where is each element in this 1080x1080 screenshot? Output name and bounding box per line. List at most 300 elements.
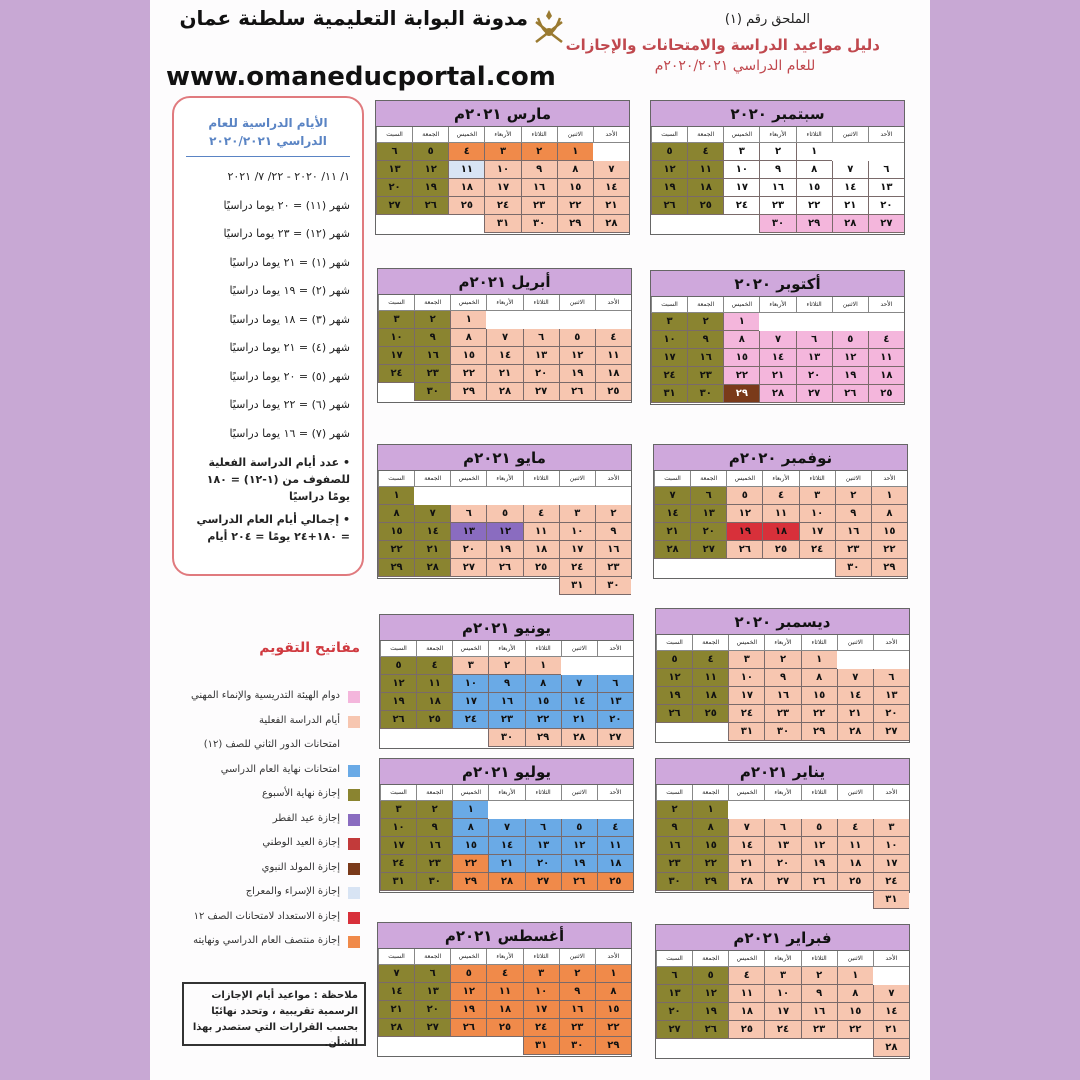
day-cell: ١٣ (868, 179, 904, 197)
weekday-header: الجمعة (414, 471, 450, 487)
day-cell: ٢٨ (488, 873, 524, 891)
legend-swatch (348, 936, 360, 948)
day-cell: ٨ (692, 819, 728, 837)
weekday-header: الجمعة (414, 295, 450, 311)
weekday-header: الاثنين (837, 785, 873, 801)
day-cell: ١٨ (837, 855, 873, 873)
day-cell: ٣٠ (764, 723, 800, 741)
day-cell: ٢١ (759, 367, 795, 385)
day-cell: ٤ (595, 329, 631, 347)
day-cell: ١٨ (692, 687, 728, 705)
weekday-header: الأحد (873, 785, 909, 801)
month-calendar (655, 758, 910, 905)
day-cell: ١٤ (873, 1003, 909, 1021)
day-cell: ١١ (868, 349, 904, 367)
day-cell: ٤ (486, 965, 522, 983)
day-cell: ١٧ (723, 179, 759, 197)
month-calendar (379, 758, 634, 893)
day-cell: ١٧ (452, 693, 488, 711)
day-cell: ١٣ (597, 693, 633, 711)
weekday-header: السبت (376, 127, 412, 143)
day-cell: ١٣ (690, 505, 726, 523)
day-cell: ١٥ (801, 687, 837, 705)
day-cell: ١٩ (412, 179, 448, 197)
day-cell: ١٨ (762, 523, 798, 541)
day-cell: ٢ (801, 967, 837, 985)
day-cell: ١ (723, 313, 759, 331)
month-study-days: شهر (٣) = ١٨ يوما دراسيًا (229, 312, 350, 326)
day-cell: ١٩ (832, 367, 868, 385)
weekday-header: الاثنين (557, 127, 593, 143)
legend-swatch (348, 765, 360, 777)
day-cell: ١٥ (723, 349, 759, 367)
day-cell: ١٤ (561, 693, 597, 711)
day-cell: ٢٢ (692, 855, 728, 873)
day-cell: ٧ (837, 669, 873, 687)
day-cell: ٥ (380, 657, 416, 675)
month-title: يوليو ٢٠٢١م (380, 759, 633, 785)
day-cell: ١٩ (450, 1001, 486, 1019)
day-cell: ٣١ (728, 723, 764, 741)
day-cell: ٢٤ (452, 711, 488, 729)
day-cell: ١١ (687, 161, 723, 179)
day-cell: ٦ (525, 819, 561, 837)
weekday-header: الأحد (597, 641, 633, 657)
day-cell: ٢٢ (525, 711, 561, 729)
day-cell: ٥ (656, 651, 692, 669)
day-cell: ٢٣ (595, 559, 631, 577)
weekday-header: الجمعة (692, 635, 728, 651)
day-cell: ٣ (452, 657, 488, 675)
weekday-header: الثلاثاء (801, 951, 837, 967)
weekday-header: الخميس (728, 951, 764, 967)
day-cell: ٢٨ (759, 385, 795, 403)
day-cell: ١٦ (414, 347, 450, 365)
weekday-header: الجمعة (412, 127, 448, 143)
day-cell: ٨ (837, 985, 873, 1003)
day-cell: ٩ (488, 675, 524, 693)
day-cell: ٢٥ (762, 541, 798, 559)
day-cell: ١٠ (559, 523, 595, 541)
day-cell: ١٨ (728, 1003, 764, 1021)
day-cell: ١ (801, 651, 837, 669)
day-cell: ٧ (654, 487, 690, 505)
weekday-header: الاثنين (832, 297, 868, 313)
weekday-header: الثلاثاء (523, 295, 559, 311)
day-cell: ٢٦ (450, 1019, 486, 1037)
day-cell: ٢٢ (796, 197, 832, 215)
day-cell: ٢٥ (687, 197, 723, 215)
weekday-header: الأربعاء (759, 297, 795, 313)
weekday-header: الأربعاء (486, 949, 522, 965)
day-cell: ٦ (450, 505, 486, 523)
month-calendar (655, 924, 910, 1059)
day-cell: ١١ (523, 523, 559, 541)
day-cell: ٣٠ (656, 873, 692, 891)
actual-study-days: • عدد أيام الدراسة الفعلية للصفوف من (١-١٢) = ١٨٠ يومًا دراسيًا (206, 456, 350, 503)
day-cell: ٣٠ (414, 383, 450, 401)
weekday-header: الأحد (873, 951, 909, 967)
day-cell: ١١ (486, 983, 522, 1001)
legend-label: إجازة منتصف العام الدراسي ونهايته (193, 935, 340, 946)
weekday-header: السبت (654, 471, 690, 487)
day-cell: ٤ (692, 651, 728, 669)
day-cell: ٢٥ (448, 197, 484, 215)
day-cell: ١٨ (448, 179, 484, 197)
day-cell: ١٧ (799, 523, 835, 541)
day-cell: ٢ (559, 965, 595, 983)
day-cell: ٨ (595, 983, 631, 1001)
weekday-header: الجمعة (687, 127, 723, 143)
day-cell: ٣١ (484, 215, 520, 233)
legend-title: مفاتيح التقويم (259, 640, 360, 656)
day-cell: ١٤ (837, 687, 873, 705)
day-cell: ٢٩ (871, 559, 907, 577)
day-cell: ١٣ (764, 837, 800, 855)
day-cell: ٢٠ (868, 197, 904, 215)
day-cell: ١١ (692, 669, 728, 687)
day-cell: ٣١ (523, 1037, 559, 1055)
weekday-header: الخميس (726, 471, 762, 487)
day-cell: ٤ (597, 819, 633, 837)
legend-label: إجازة العيد الوطني (262, 837, 340, 848)
day-cell: ٧ (759, 331, 795, 349)
month-calendar (650, 270, 905, 405)
day-cell: ١٠ (728, 669, 764, 687)
day-cell: ٢٧ (414, 1019, 450, 1037)
day-cell: ٣ (523, 965, 559, 983)
weekday-header: الخميس (448, 127, 484, 143)
day-cell: ٢١ (654, 523, 690, 541)
day-cell: ١٥ (378, 523, 414, 541)
weekday-header: الثلاثاء (525, 785, 561, 801)
day-cell: ٢٧ (376, 197, 412, 215)
legend-note: ملاحظة : مواعيد أيام الإجازات الرسمية تقريبية ، وتحدد نهائيًا بحسب القرارات التي ستصدر بهذا الشأن. (182, 982, 366, 1046)
day-cell: ٥ (559, 329, 595, 347)
month-calendar (650, 100, 905, 235)
study-days-box (172, 96, 364, 576)
month-title: مارس ٢٠٢١م (376, 101, 629, 127)
day-cell: ٢ (488, 657, 524, 675)
day-cell: ٩ (414, 329, 450, 347)
day-cell: ١٤ (728, 837, 764, 855)
day-cell: ١ (692, 801, 728, 819)
day-cell: ١٩ (380, 693, 416, 711)
weekday-header: الثلاثاء (523, 471, 559, 487)
day-cell: ٩ (416, 819, 452, 837)
day-cell: ١٩ (651, 179, 687, 197)
month-title: سبتمبر ٢٠٢٠ (651, 101, 904, 127)
legend-label: امتحانات نهاية العام الدراسي (220, 763, 340, 775)
day-cell: ٢٤ (728, 705, 764, 723)
day-cell: ٢٦ (559, 383, 595, 401)
day-cell: ٢٣ (416, 855, 452, 873)
day-cell: ٢٢ (378, 541, 414, 559)
weekday-header: الاثنين (837, 951, 873, 967)
day-cell: ٢٦ (561, 873, 597, 891)
day-cell: ٢٢ (723, 367, 759, 385)
day-cell: ٧ (561, 675, 597, 693)
day-cell: ٩ (559, 983, 595, 1001)
portal-url: www.omaneducportal.com (166, 62, 556, 92)
day-cell: ١٩ (726, 523, 762, 541)
weekday-header: الثلاثاء (521, 127, 557, 143)
weekday-header: الاثنين (837, 635, 873, 651)
day-cell: ٢٨ (378, 1019, 414, 1037)
weekday-header: الخميس (452, 785, 488, 801)
day-cell: ١ (837, 967, 873, 985)
day-cell: ١٦ (416, 837, 452, 855)
weekday-header: السبت (378, 471, 414, 487)
day-cell: ١٤ (593, 179, 629, 197)
day-cell: ١٣ (450, 523, 486, 541)
day-cell: ١٢ (726, 505, 762, 523)
day-cell: ١٧ (523, 1001, 559, 1019)
day-cell: ١٠ (651, 331, 687, 349)
day-cell: ٢١ (832, 197, 868, 215)
weekday-header: الأحد (597, 785, 633, 801)
weekday-header: الاثنين (561, 641, 597, 657)
weekday-header: الأحد (593, 127, 629, 143)
day-cell: ٢٩ (450, 383, 486, 401)
day-cell: ١٠ (523, 983, 559, 1001)
weekday-header: الأربعاء (486, 471, 522, 487)
day-cell: ٢٨ (561, 729, 597, 747)
day-cell: ٢٤ (559, 559, 595, 577)
day-cell: ٧ (488, 819, 524, 837)
day-cell: ٢٤ (764, 1021, 800, 1039)
day-cell: ١٨ (595, 365, 631, 383)
day-cell: ٣ (651, 313, 687, 331)
day-cell: ٥ (486, 505, 522, 523)
weekday-header: الجمعة (416, 785, 452, 801)
day-cell: ١٢ (450, 983, 486, 1001)
legend-label: امتحانات الدور الثاني للصف (١٢) (203, 739, 340, 750)
weekday-header: الاثنين (559, 471, 595, 487)
day-cell: ٢٣ (488, 711, 524, 729)
day-cell: ٢ (835, 487, 871, 505)
day-cell: ٢٩ (692, 873, 728, 891)
weekday-header: الاثنين (561, 785, 597, 801)
weekday-header: الأحد (871, 471, 907, 487)
day-cell: ١٢ (832, 349, 868, 367)
day-cell: ٣٠ (835, 559, 871, 577)
day-cell: ١٥ (595, 1001, 631, 1019)
month-title: أبريل ٢٠٢١م (378, 269, 631, 295)
day-cell: ٢٣ (835, 541, 871, 559)
weekday-header: السبت (656, 635, 692, 651)
month-study-days: شهر (٧) = ١٦ يوما دراسيًا (229, 426, 350, 440)
day-cell: ٨ (871, 505, 907, 523)
day-cell: ٢٦ (656, 705, 692, 723)
weekday-header: الأربعاء (486, 295, 522, 311)
month-calendar (377, 444, 632, 591)
day-cell: ٢٤ (873, 873, 909, 891)
day-cell: ٩ (764, 669, 800, 687)
day-cell: ١٥ (796, 179, 832, 197)
day-cell: ١٤ (378, 983, 414, 1001)
day-cell: ١٦ (559, 1001, 595, 1019)
day-cell: ٢٢ (837, 1021, 873, 1039)
weekday-header: الثلاثاء (525, 641, 561, 657)
day-cell: ١٥ (525, 693, 561, 711)
day-cell: ٧ (873, 985, 909, 1003)
day-cell: ٢٨ (832, 215, 868, 233)
month-study-days: شهر (٦) = ٢٢ يوما دراسيًا (229, 398, 350, 411)
day-cell: ٢٠ (656, 1003, 692, 1021)
weekday-header: الخميس (728, 785, 764, 801)
weekday-header: الثلاثاء (796, 297, 832, 313)
day-cell: ٢٥ (868, 385, 904, 403)
day-cell: ٣ (380, 801, 416, 819)
day-cell: ٥ (412, 143, 448, 161)
legend-label: إجازة الإسراء والمعراج (245, 886, 340, 897)
month-study-days: شهر (٥) = ٢٠ يوما دراسيًا (229, 369, 350, 383)
day-cell: ٢٠ (525, 855, 561, 873)
day-cell: ١٤ (486, 347, 522, 365)
day-cell: ٣ (873, 819, 909, 837)
day-cell: ٤ (728, 967, 764, 985)
legend-swatch (348, 789, 360, 801)
month-study-days: شهر (١٢) = ٢٣ يوما دراسيًا (223, 227, 350, 240)
day-cell: ٨ (450, 329, 486, 347)
weekday-header: الجمعة (692, 785, 728, 801)
day-cell: ١٥ (871, 523, 907, 541)
day-cell: ١٥ (450, 347, 486, 365)
day-cell: ٢٦ (692, 1021, 728, 1039)
day-cell: ٣ (559, 505, 595, 523)
day-cell: ١٠ (799, 505, 835, 523)
day-cell: ٤ (762, 487, 798, 505)
day-cell: ٢٧ (523, 383, 559, 401)
day-cell: ١٦ (656, 837, 692, 855)
month-study-days: شهر (١١) = ٢٠ يوما دراسيًا (223, 198, 350, 212)
day-cell: ٢٥ (728, 1021, 764, 1039)
weekday-header: الأربعاء (484, 127, 520, 143)
day-cell: ١٣ (414, 983, 450, 1001)
weekday-header: الأحد (868, 127, 904, 143)
weekday-header: الخميس (452, 641, 488, 657)
day-cell: ٢٤ (378, 365, 414, 383)
month-study-days: شهر (١) = ٢١ يوما دراسيًا (229, 255, 350, 269)
day-cell: ١٢ (561, 837, 597, 855)
day-cell: ٥ (450, 965, 486, 983)
day-cell: ١٩ (486, 541, 522, 559)
day-cell: ١ (450, 311, 486, 329)
day-cell: ٦ (690, 487, 726, 505)
legend-swatch (348, 912, 360, 924)
day-cell: ٣٠ (759, 215, 795, 233)
day-cell: ٣ (378, 311, 414, 329)
day-cell: ١٧ (873, 855, 909, 873)
day-cell: ١ (525, 657, 561, 675)
legend-swatch (348, 838, 360, 850)
day-cell: ١٠ (380, 819, 416, 837)
day-cell: ٦ (868, 161, 904, 179)
weekday-header: السبت (656, 951, 692, 967)
day-cell: ١٠ (723, 161, 759, 179)
day-cell: ٦ (597, 675, 633, 693)
day-cell: ٢٨ (486, 383, 522, 401)
day-cell: ٢٦ (801, 873, 837, 891)
day-cell: ١٦ (595, 541, 631, 559)
day-cell: ٨ (796, 161, 832, 179)
day-cell: ٢١ (873, 1021, 909, 1039)
day-cell: ٢٠ (414, 1001, 450, 1019)
legend-label: إجازة المولد النبوي (261, 861, 340, 873)
weekday-header: الأربعاء (764, 785, 800, 801)
day-cell: ٥ (692, 967, 728, 985)
day-cell: ٢٢ (452, 855, 488, 873)
day-cell: ٢١ (728, 855, 764, 873)
month-title: مايو ٢٠٢١م (378, 445, 631, 471)
year-line: للعام الدراسي ٢٠٢٠/٢٠٢١م (654, 58, 816, 74)
day-cell: ٢٠ (690, 523, 726, 541)
weekday-header: الأربعاء (759, 127, 795, 143)
weekday-header: الخميس (728, 635, 764, 651)
day-cell: ١٩ (692, 1003, 728, 1021)
month-title: أكتوبر ٢٠٢٠ (651, 271, 904, 297)
day-cell: ٢٣ (414, 365, 450, 383)
legend-label: أيام الدراسة الفعلية (259, 714, 340, 726)
day-cell: ٣١ (873, 891, 909, 909)
day-cell: ١ (796, 143, 832, 161)
day-cell: ١٢ (656, 669, 692, 687)
day-cell: ٨ (801, 669, 837, 687)
day-cell: ٢٤ (523, 1019, 559, 1037)
day-cell: ٢٩ (525, 729, 561, 747)
day-cell: ٢٨ (728, 873, 764, 891)
day-cell: ١٥ (692, 837, 728, 855)
day-cell: ٣ (799, 487, 835, 505)
weekday-header: الأربعاء (764, 635, 800, 651)
day-cell: ٢١ (561, 711, 597, 729)
day-cell: ٢٦ (412, 197, 448, 215)
weekday-header: الجمعة (687, 297, 723, 313)
month-calendar (655, 608, 910, 743)
day-cell: ٢٢ (871, 541, 907, 559)
month-title: يناير ٢٠٢١م (656, 759, 909, 785)
weekday-header: الاثنين (832, 127, 868, 143)
day-cell: ١٨ (486, 1001, 522, 1019)
day-cell: ١٠ (484, 161, 520, 179)
day-cell: ٢٤ (651, 367, 687, 385)
day-cell: ٢٥ (597, 873, 633, 891)
weekday-header: الأحد (868, 297, 904, 313)
weekday-header: الثلاثاء (801, 785, 837, 801)
day-cell: ٦ (414, 965, 450, 983)
day-cell: ١١ (762, 505, 798, 523)
day-cell: ٢٩ (595, 1037, 631, 1055)
day-cell: ٢ (687, 313, 723, 331)
day-cell: ٢٢ (595, 1019, 631, 1037)
day-cell: ٣١ (559, 577, 595, 595)
day-cell: ٢٣ (764, 705, 800, 723)
day-cell: ١ (378, 487, 414, 505)
day-cell: ١٤ (832, 179, 868, 197)
day-cell: ٦ (656, 967, 692, 985)
day-cell: ١١ (837, 837, 873, 855)
day-cell: ٩ (835, 505, 871, 523)
day-cell: ٢٧ (868, 215, 904, 233)
month-study-days: شهر (٤) = ٢١ يوما دراسيًا (229, 341, 350, 354)
legend-swatch (348, 887, 360, 899)
day-cell: ٣٠ (687, 385, 723, 403)
day-cell: ١٦ (835, 523, 871, 541)
weekday-header: السبت (651, 127, 687, 143)
day-cell: ١٩ (801, 855, 837, 873)
day-cell: ٢٨ (414, 559, 450, 577)
